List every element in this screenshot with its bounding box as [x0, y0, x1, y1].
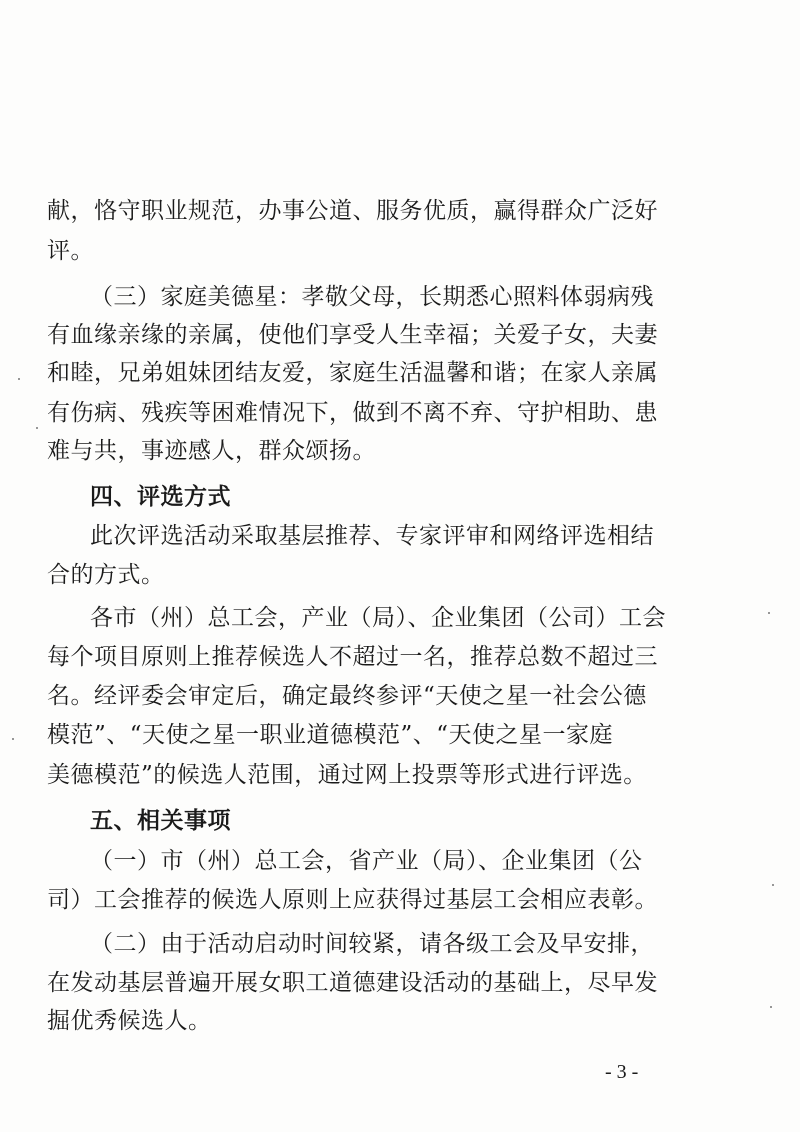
body-line: 有伤病、残疾等困难情况下，做到不离不弃、守护相助、患 [47, 400, 658, 426]
scan-speck [36, 427, 38, 429]
body-line: 每个项目原则上推荐候选人不超过一名，推荐总数不超过三 [47, 644, 658, 670]
section-heading: 四、评选方式 [90, 483, 231, 510]
body-line: 各市（州）总工会，产业（局）、企业集团（公司）工会 [90, 605, 666, 631]
body-line: 献，恪守职业规范，办事公道、服务优质，赢得群众广泛好 [47, 198, 658, 224]
section-heading: 五、相关事项 [90, 807, 231, 834]
scan-speck [770, 1006, 772, 1008]
body-line: 司）工会推荐的候选人原则上应获得过基层工会相应表彰。 [47, 887, 658, 913]
body-line: 此次评选活动采取基层推荐、专家评审和网络评选相结 [90, 523, 654, 549]
scan-speck [772, 884, 774, 886]
body-line: 有血缘亲缘的亲属，使他们享受人生幸福；关爱子女，夫妻 [47, 322, 658, 348]
scan-speck [12, 738, 14, 740]
body-line: （二）由于活动启动时间较紧，请各级工会及早安排， [90, 931, 654, 957]
body-line: 名。经评委会审定后，确定最终参评“天使之星一社会公德 [47, 683, 647, 709]
body-line: （三）家庭美德星：孝敬父母，长期悉心照料体弱病残 [90, 284, 654, 310]
body-line: 模范”、“天使之星一职业道德模范”、“天使之星一家庭 [47, 722, 614, 748]
scan-speck [18, 378, 20, 380]
body-line: 评。 [47, 238, 94, 264]
body-line: 和睦，兄弟姐妹团结友爱，家庭生活温馨和谐；在家人亲属 [47, 360, 658, 386]
body-line: 掘优秀候选人。 [47, 1008, 212, 1034]
scan-speck [768, 612, 770, 614]
body-line: 难与共，事迹感人，群众颂扬。 [47, 438, 376, 464]
page-number: - 3 - [605, 1061, 639, 1083]
body-line: （一）市（州）总工会，省产业（局）、企业集团（公 [90, 848, 643, 874]
body-line: 美德模范”的候选人范围，通过网上投票等形式进行评选。 [47, 762, 647, 788]
body-line: 在发动基层普遍开展女职工道德建设活动的基础上，尽早发 [47, 970, 658, 996]
body-line: 合的方式。 [47, 562, 165, 588]
